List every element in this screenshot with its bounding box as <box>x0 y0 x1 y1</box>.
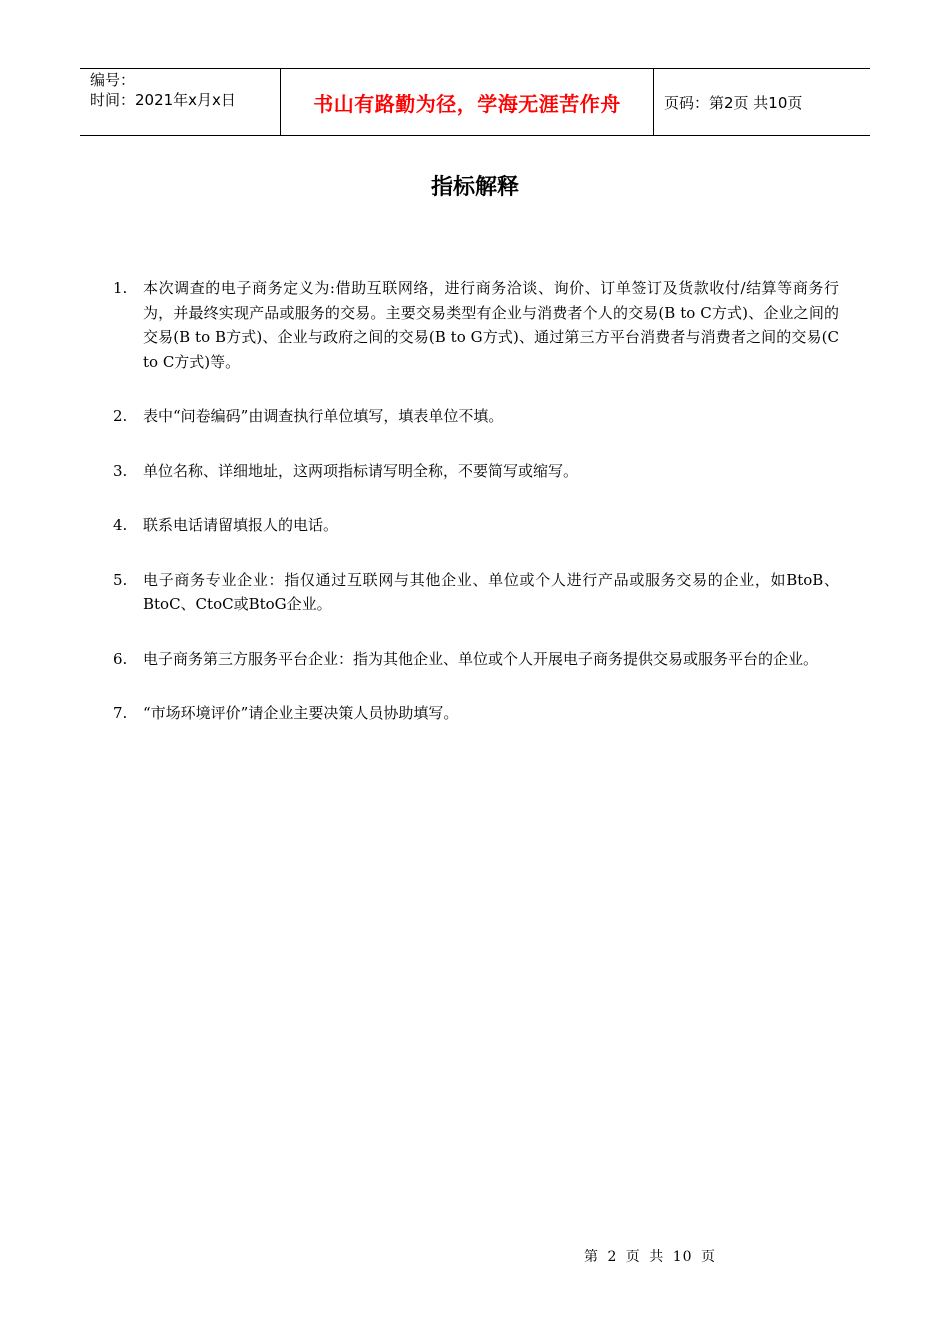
page-info: 页码：第2页 共10页 <box>664 93 803 112</box>
date-line: 时间：2021年x月x日 <box>90 91 236 109</box>
header-page-cell <box>654 69 870 135</box>
item-text: “市场环境评价”请企业主要决策人员协助填写。 <box>143 704 459 722</box>
item-text: 电子商务专业企业：指仅通过互联网与其他企业、单位或个人进行产品或服务交易的企业，如BtoB、BtoC、CtoC或BtoG企业。 <box>143 570 839 613</box>
header-table <box>80 68 870 136</box>
item-text: 电子商务第三方服务平台企业：指为其他企业、单位或个人开展电子商务提供交易或服务平台的企业。 <box>143 649 819 668</box>
indicator-list <box>113 276 839 756</box>
header-motto-cell <box>281 69 654 135</box>
item-text: 单位名称、详细地址，这两项指标请写明全称，不要简写或缩写。 <box>143 461 579 480</box>
motto: 书山有路勤为径，学海无涯苦作舟 <box>313 91 621 116</box>
item-number: 7. <box>113 704 128 722</box>
list-item <box>113 513 839 538</box>
item-text: 本次调查的电子商务定义为:借助互联网络，进行商务洽谈、询价、订单签订及货款收付/结算等商务行为，并最终实现产品或服务的交易。主要交易类型有企业与消费者个人的交易(B to C方式)、企业之间的交易(B to B方式)、企业与政府之间的交易(B to G方式)、通过第三方平台消费者与消费者之间的交易(C to C方式)等。 <box>143 279 839 371</box>
item-number: 5. <box>113 570 128 589</box>
item-text: 表中“问卷编码”由调查执行单位填写，填表单位不填。 <box>143 407 504 425</box>
page-title: 指标解释 <box>430 175 519 200</box>
header-info-cell <box>80 69 281 135</box>
page-footer: 第 2 页 共 10 页 <box>584 1249 716 1265</box>
serial-label: 编号： <box>90 71 136 89</box>
item-number: 4. <box>113 516 128 534</box>
item-text: 联系电话请留填报人的电话。 <box>143 516 339 534</box>
list-item <box>113 459 839 484</box>
item-number: 2. <box>113 407 128 425</box>
item-number: 1. <box>113 279 128 297</box>
list-item <box>113 701 839 726</box>
list-item <box>113 647 839 672</box>
list-item <box>113 276 839 374</box>
item-number: 3. <box>113 461 128 480</box>
list-item <box>113 404 839 429</box>
list-item <box>113 568 839 617</box>
item-number: 6. <box>113 649 128 668</box>
